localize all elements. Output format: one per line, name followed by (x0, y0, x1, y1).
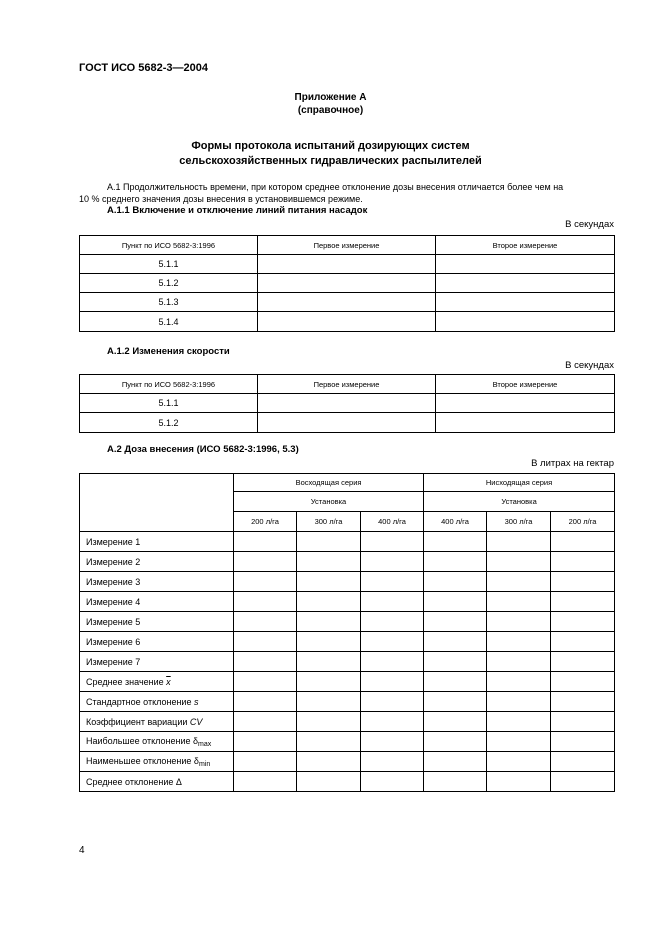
cell (258, 293, 436, 312)
cell (258, 394, 436, 413)
cell (551, 572, 615, 592)
section-a11-heading: А.1.1 Включение и отключение линий питания насадок (107, 205, 368, 216)
appendix-subtitle: (справочное) (297, 105, 364, 116)
table-row: 5.1.2 (80, 274, 258, 293)
cell (234, 552, 297, 572)
table2-col-second: Второе измерение (436, 375, 615, 394)
row-label-std (80, 692, 234, 712)
cell (234, 652, 297, 672)
cell (297, 552, 361, 572)
cell (258, 312, 436, 332)
row-label-measurement: Измерение 6 (80, 632, 234, 652)
cell (234, 572, 297, 592)
cell (297, 652, 361, 672)
table-row (80, 612, 615, 632)
table2-units: В секундах (565, 360, 614, 371)
cell (258, 255, 436, 274)
cell (551, 552, 615, 572)
min-dev-sub: min (198, 760, 211, 768)
table1-col-clause: Пункт по ИСО 5682-3:1996 (80, 236, 258, 255)
table-row: 5.1.1 (80, 394, 258, 413)
cell (234, 532, 297, 552)
measurement-rows (80, 532, 615, 672)
cell (487, 572, 551, 592)
rate-header: 300 л/га (487, 512, 551, 532)
corner-cell (80, 474, 234, 532)
cell (297, 592, 361, 612)
cell (551, 652, 615, 672)
cell (436, 413, 615, 433)
cell (487, 532, 551, 552)
table1-units: В секундах (565, 219, 614, 230)
row-label-min-dev (80, 752, 234, 772)
cell (361, 552, 424, 572)
cell (436, 255, 615, 274)
cell (361, 572, 424, 592)
max-dev-label: Наибольшее отклонение δ (86, 735, 198, 746)
cell (424, 532, 487, 552)
table-row (80, 592, 615, 612)
ascending-setting-header: Установка (234, 492, 424, 512)
row-label-measurement: Измерение 4 (80, 592, 234, 612)
table1-col-first: Первое измерение (258, 236, 436, 255)
table-a12 (79, 374, 615, 433)
cv-symbol: CV (189, 716, 203, 727)
cell (234, 592, 297, 612)
rate-header: 300 л/га (297, 512, 361, 532)
table-row (80, 532, 615, 552)
table-row: 5.1.1 (80, 255, 258, 274)
std-symbol: s (193, 696, 199, 707)
cell (297, 632, 361, 652)
appendix-title: Приложение А (294, 92, 367, 103)
std-label: Стандартное отклонение (86, 696, 192, 707)
intro-line2: 10 % среднего значения дозы внесения в установившемся режиме. (79, 194, 363, 204)
max-dev-sub: max (197, 740, 212, 748)
rate-header: 200 л/га (234, 512, 297, 532)
table-row: 5.1.3 (80, 293, 258, 312)
table-row (80, 572, 615, 592)
cell (436, 312, 615, 332)
row-label-measurement: Измерение 2 (80, 552, 234, 572)
cell (487, 652, 551, 672)
cell (361, 652, 424, 672)
cell (551, 632, 615, 652)
section-a12-heading: А.1.2 Изменения скорости (107, 346, 230, 357)
intro-line1: А.1 Продолжительность времени, при котором среднее отклонение дозы внесения отличается более чем на (107, 182, 564, 192)
row-label-mean (80, 672, 234, 692)
cell (551, 532, 615, 552)
cell (551, 612, 615, 632)
row-label-measurement: Измерение 3 (80, 572, 234, 592)
table-row (80, 632, 615, 652)
cell (487, 632, 551, 652)
row-label-measurement: Измерение 7 (80, 652, 234, 672)
cell (424, 632, 487, 652)
rate-header: 400 л/га (424, 512, 487, 532)
min-dev-label: Наименьшее отклонение δ (86, 755, 199, 766)
cell (361, 592, 424, 612)
cell (551, 592, 615, 612)
mean-label: Среднее значение (86, 676, 164, 687)
table-row (80, 652, 615, 672)
document-id: ГОСТ ИСО 5682-3—2004 (79, 62, 209, 74)
table-row: 5.1.2 (80, 413, 258, 433)
cell (258, 413, 436, 433)
cell (424, 552, 487, 572)
ascending-series-header: Восходящая серия (234, 474, 424, 492)
rate-header: 400 л/га (361, 512, 424, 532)
table2-col-clause: Пункт по ИСО 5682-3:1996 (80, 375, 258, 394)
form-title-line1: Формы протокола испытаний дозирующих систем (191, 140, 470, 152)
cell (297, 532, 361, 552)
cell (297, 612, 361, 632)
page-number: 4 (79, 845, 85, 856)
cell (424, 592, 487, 612)
row-label-measurement: Измерение 5 (80, 612, 234, 632)
cell (361, 532, 424, 552)
cell (487, 592, 551, 612)
cell (424, 652, 487, 672)
cell (424, 612, 487, 632)
rate-header: 200 л/га (551, 512, 615, 532)
table3-units: В литрах на гектар (531, 458, 614, 469)
table-row (80, 552, 615, 572)
mean-symbol: $\overline{x}$ (166, 676, 171, 687)
cell (361, 612, 424, 632)
row-label-measurement: Измерение 1 (80, 532, 234, 552)
cv-label: Коэффициент вариации (86, 716, 188, 727)
section-a2-heading: А.2 Доза внесения (ИСО 5682-3:1996, 5.3) (107, 444, 299, 455)
table-row: 5.1.4 (80, 312, 258, 332)
cell (424, 572, 487, 592)
cell (487, 552, 551, 572)
cell (436, 394, 615, 413)
table-a2 (79, 473, 615, 792)
table2-col-first: Первое измерение (258, 375, 436, 394)
cell (361, 632, 424, 652)
cell (234, 612, 297, 632)
descending-series-header: Нисходящая серия (424, 474, 615, 492)
cell (297, 572, 361, 592)
cell (436, 274, 615, 293)
cell (258, 274, 436, 293)
row-label-cv (80, 712, 234, 732)
cell (436, 293, 615, 312)
cell (487, 612, 551, 632)
table1-col-second: Второе измерение (436, 236, 615, 255)
descending-setting-header: Установка (424, 492, 615, 512)
row-label-avg-dev: Среднее отклонение Δ (80, 772, 234, 792)
cell (234, 632, 297, 652)
row-label-max-dev (80, 732, 234, 752)
form-title-line2: сельскохозяйственных гидравлических распылителей (179, 155, 482, 167)
table-a11 (79, 235, 615, 332)
